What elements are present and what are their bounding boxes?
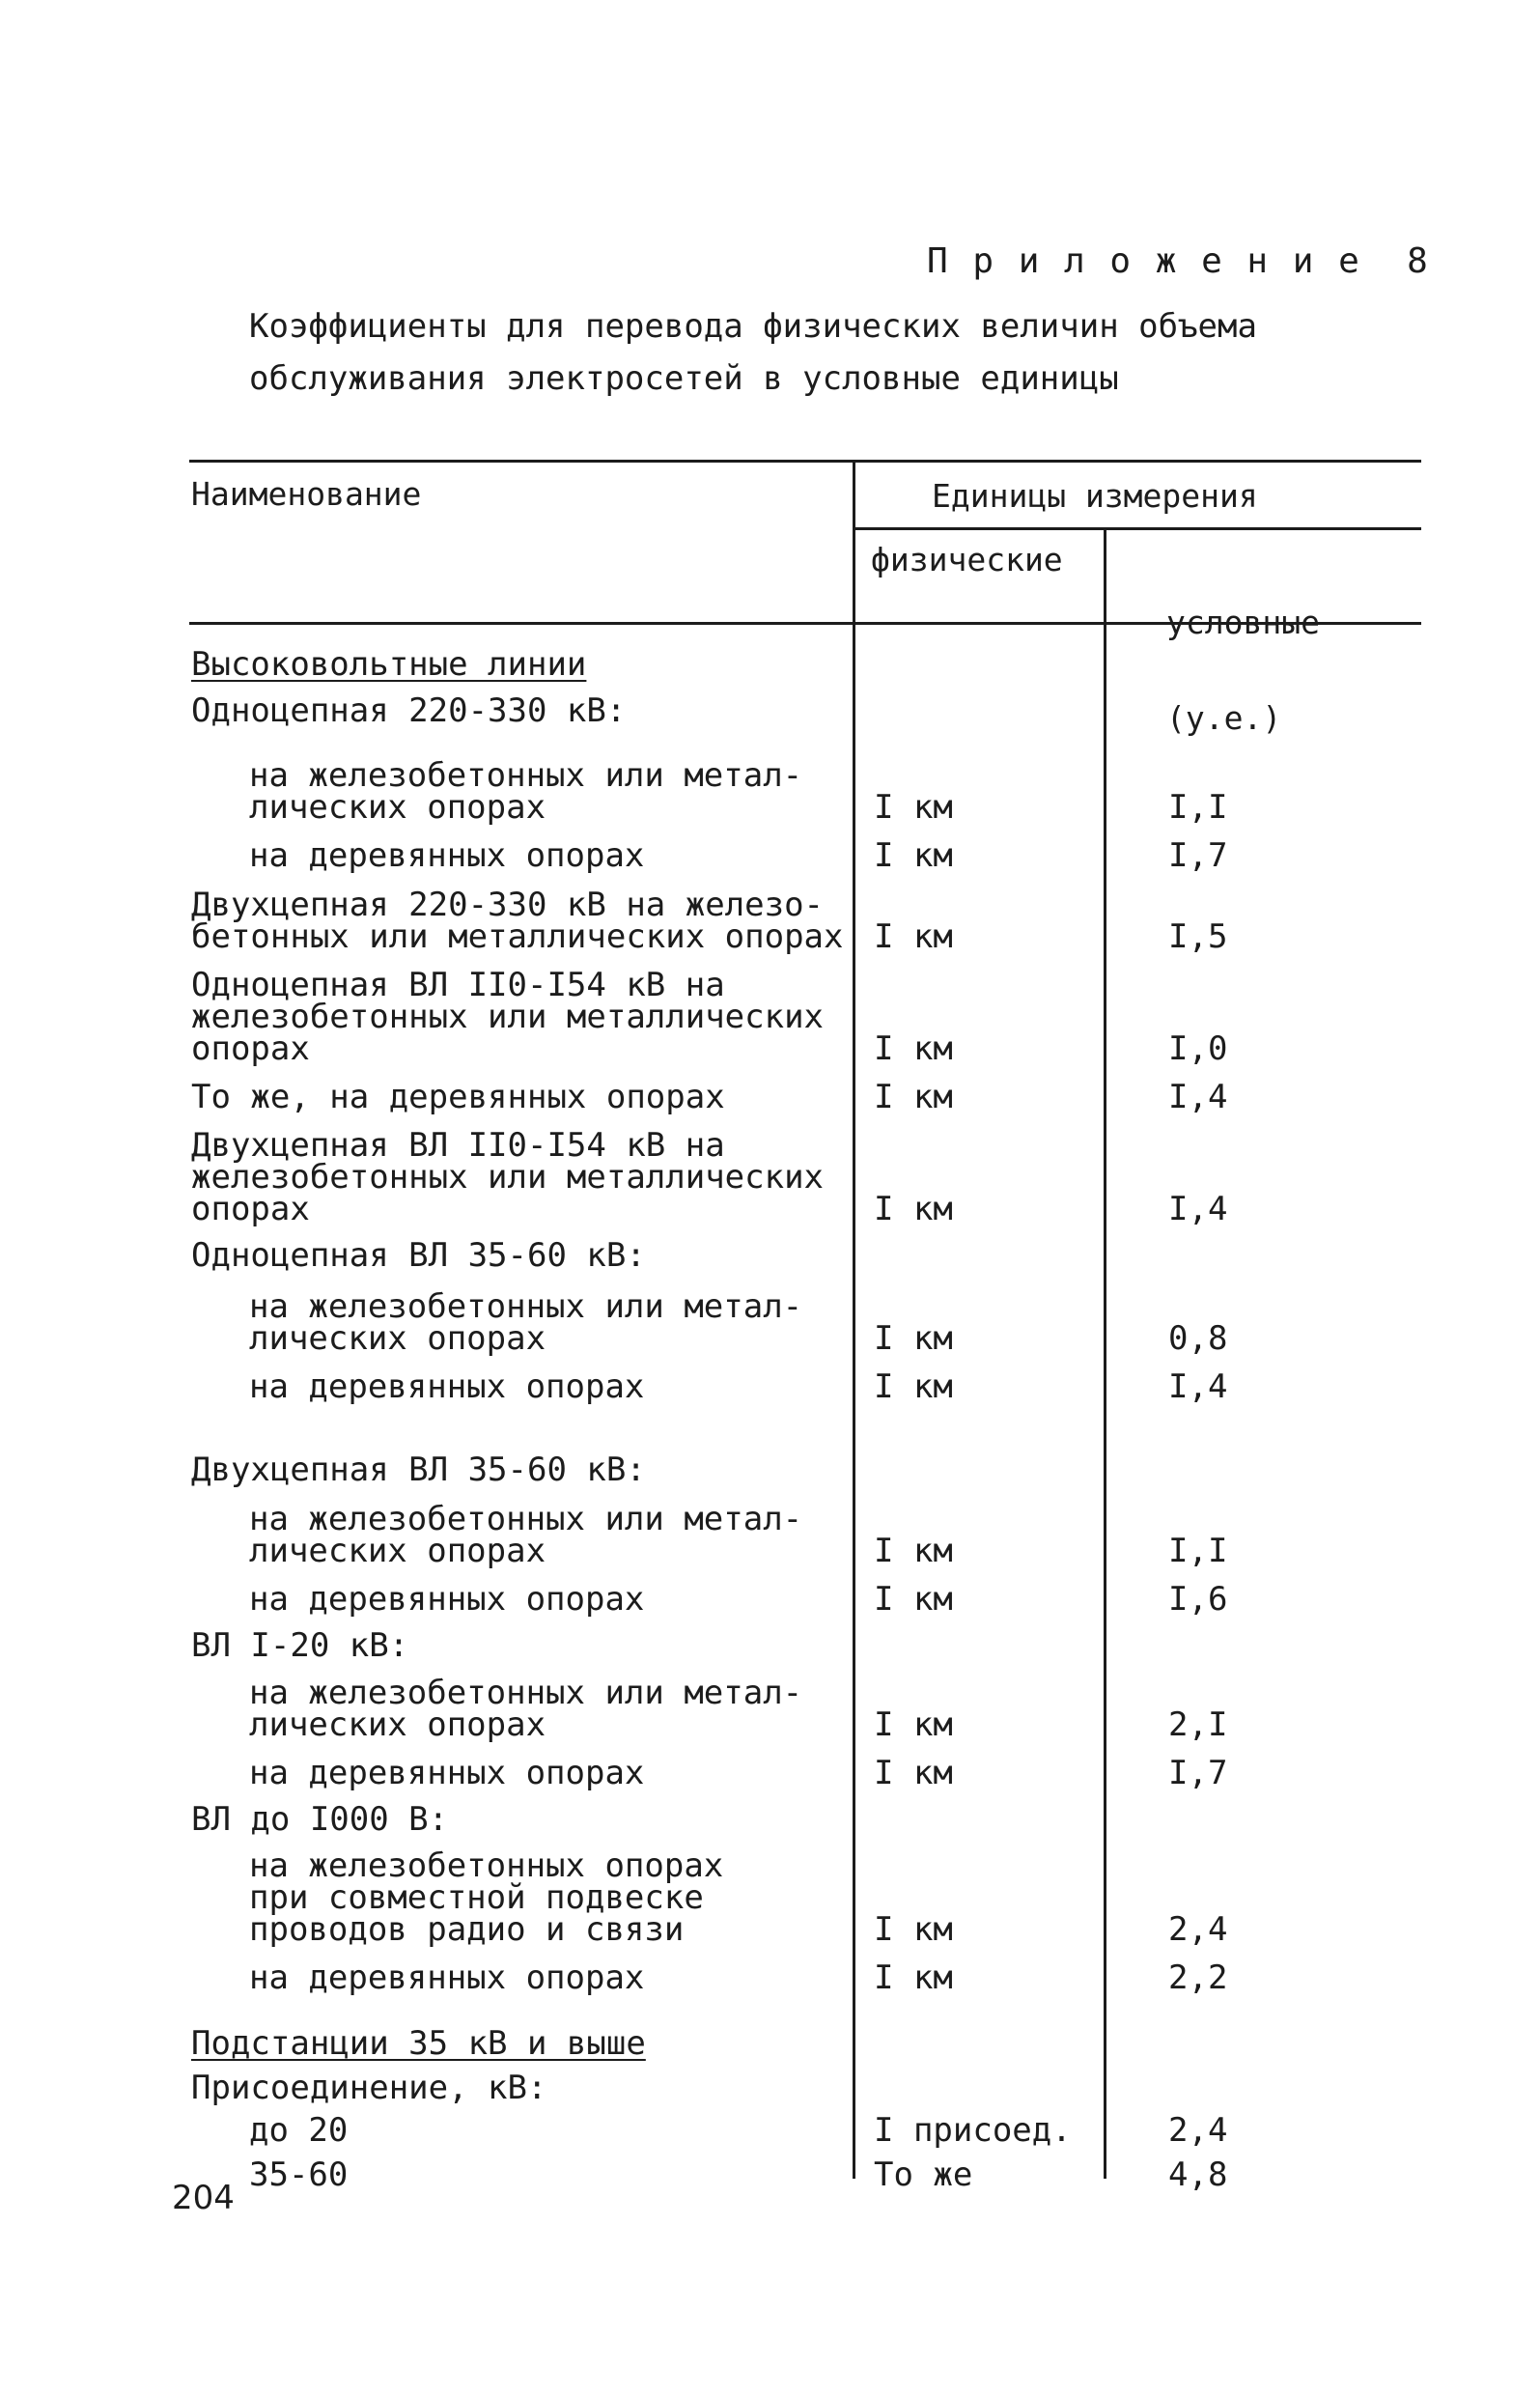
row-physical-unit: I км [874, 1754, 953, 1792]
row-name-line: Двухцепная ВЛ II0-I54 кВ на [191, 1126, 725, 1165]
table-top-rule [189, 460, 1421, 463]
row-conventional-value: I,4 [1168, 1190, 1228, 1228]
row-conventional-value: 2,4 [1168, 1910, 1228, 1949]
row-name-line: на деревянных опорах [249, 1367, 645, 1406]
row-physical-unit: I км [874, 788, 953, 827]
row-name-line: на железобетонных или метал- [249, 756, 803, 795]
row-name-line: То же, на деревянных опорах [191, 1078, 725, 1116]
row-conventional-value: I,6 [1168, 1580, 1228, 1619]
row-physical-unit: I км [874, 1910, 953, 1949]
row-name-line: ВЛ I-20 кВ: [191, 1626, 409, 1665]
section-heading: Подстанции 35 кВ и выше [191, 2024, 646, 2063]
header-conventional-line1: условные [1166, 604, 1320, 641]
column-divider-units [1104, 527, 1106, 2179]
row-name-line: Присоединение, кВ: [191, 2069, 547, 2107]
row-conventional-value: I,I [1168, 788, 1228, 827]
row-name-line: проводов радио и связи [249, 1910, 685, 1949]
column-divider-name [853, 460, 855, 2179]
row-name-line: на деревянных опорах [249, 1580, 645, 1619]
row-name-line: на деревянных опорах [249, 1958, 645, 1997]
row-name-line: железобетонных или металлических [191, 998, 825, 1036]
section-heading: Высоковольтные линии [191, 645, 587, 684]
row-physical-unit: I км [874, 1029, 953, 1068]
appendix-label: П р и л о ж е н и е 8 [927, 241, 1430, 281]
row-name-line: Одноцепная ВЛ II0-I54 кВ на [191, 966, 725, 1004]
row-physical-unit: I присоед. [874, 2111, 1072, 2150]
row-name-line: опорах [191, 1029, 310, 1068]
row-physical-unit: I км [874, 1532, 953, 1570]
row-physical-unit: I км [874, 836, 953, 875]
row-name-line: на железобетонных опорах [249, 1846, 724, 1885]
row-name-line: 35-60 [249, 2156, 349, 2194]
row-name-line: лических опорах [249, 788, 546, 827]
header-name: Наименование [191, 475, 422, 513]
row-name-line: на деревянных опорах [249, 1754, 645, 1792]
row-name-line: лических опорах [249, 1705, 546, 1744]
row-name-line: до 20 [249, 2111, 349, 2150]
row-name-line: Двухцепная 220-330 кВ на железо- [191, 886, 825, 924]
row-physical-unit: I км [874, 1078, 953, 1116]
row-name-line: лических опорах [249, 1319, 546, 1358]
row-conventional-value: I,7 [1168, 1754, 1228, 1792]
title-line-1: Коэффициенты для перевода физических величин объема [249, 307, 1257, 346]
row-conventional-value: 4,8 [1168, 2156, 1228, 2194]
row-conventional-value: I,I [1168, 1532, 1228, 1570]
title-line-2: обслуживания электросетей в условные единицы [249, 359, 1119, 398]
row-physical-unit: I км [874, 1319, 953, 1358]
row-name-line: Одноцепная ВЛ 35-60 кВ: [191, 1236, 646, 1275]
row-physical-unit: I км [874, 917, 953, 956]
row-name-line: железобетонных или металлических [191, 1158, 825, 1197]
header-conventional [1166, 543, 1320, 798]
header-physical: физические [871, 541, 1063, 578]
row-physical-unit: I км [874, 1190, 953, 1228]
row-conventional-value: I,4 [1168, 1367, 1228, 1406]
row-physical-unit: I км [874, 1705, 953, 1744]
row-name-line: ВЛ до I000 В: [191, 1800, 449, 1839]
row-name-line: опорах [191, 1190, 310, 1228]
header-units-group: Единицы измерения [932, 477, 1258, 515]
row-physical-unit: I км [874, 1367, 953, 1406]
row-name-line: Двухцепная ВЛ 35-60 кВ: [191, 1451, 646, 1489]
row-name-line: Одноцепная 220-330 кВ: [191, 691, 627, 730]
row-name-line: лических опорах [249, 1532, 546, 1570]
row-conventional-value: I,5 [1168, 917, 1228, 956]
row-conventional-value: 0,8 [1168, 1319, 1228, 1358]
row-name-line: на деревянных опорах [249, 836, 645, 875]
row-name-line: при совместной подвеске [249, 1878, 704, 1917]
row-conventional-value: 2,2 [1168, 1958, 1228, 1997]
row-name-line: бетонных или металлических опорах [191, 917, 844, 956]
row-conventional-value: I,7 [1168, 836, 1228, 875]
row-conventional-value: I,4 [1168, 1078, 1228, 1116]
units-group-rule [854, 527, 1421, 530]
row-conventional-value: 2,I [1168, 1705, 1228, 1744]
row-name-line: на железобетонных или метал- [249, 1674, 803, 1712]
row-name-line: на железобетонных или метал- [249, 1500, 803, 1538]
row-conventional-value: 2,4 [1168, 2111, 1228, 2150]
row-physical-unit: I км [874, 1580, 953, 1619]
row-name-line: на железобетонных или метал- [249, 1287, 803, 1326]
header-conventional-line2: (у.е.) [1166, 699, 1282, 737]
row-physical-unit: То же [874, 2156, 973, 2194]
row-physical-unit: I км [874, 1958, 953, 1997]
page-number: 204 [172, 2179, 235, 2217]
row-conventional-value: I,0 [1168, 1029, 1228, 1068]
